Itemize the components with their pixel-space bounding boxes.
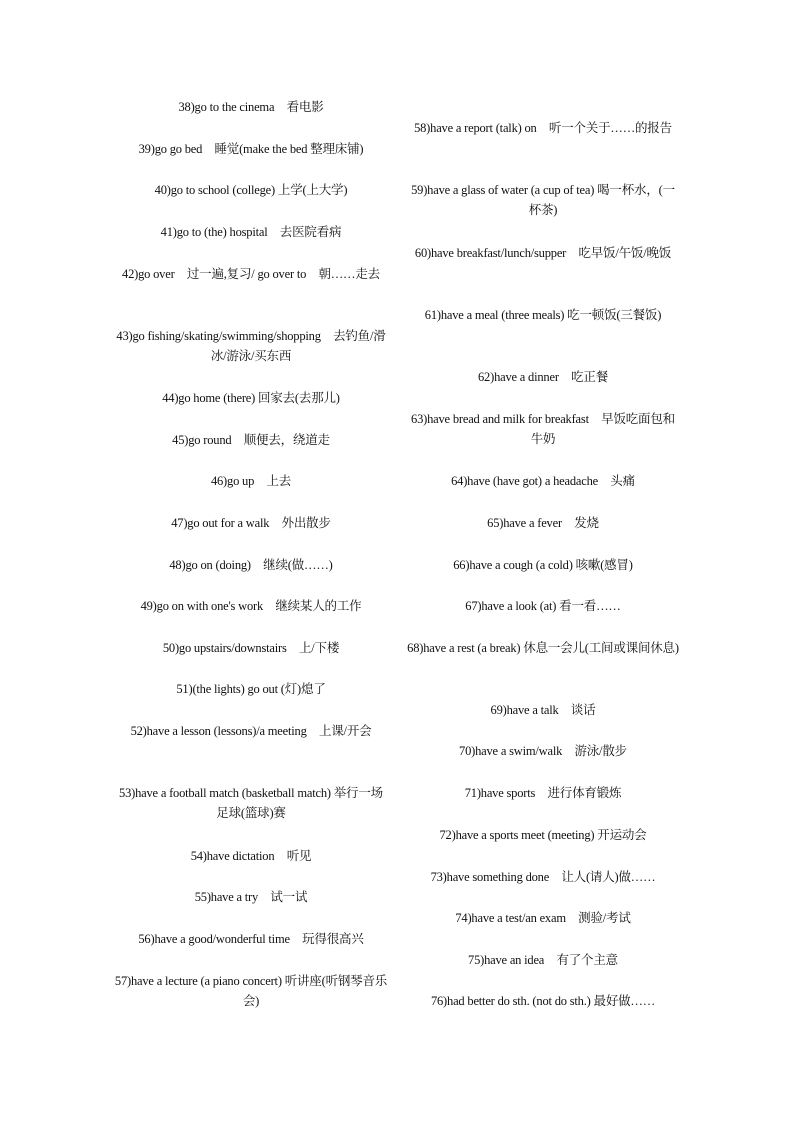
phrase-entry: 74)have a test/an exam 测验/考试 bbox=[455, 911, 631, 925]
phrase-entry: 58)have a report (talk) on 听一个关于……的报告 bbox=[414, 121, 672, 135]
phrase-entry: 41)go to (the) hospital 去医院看病 bbox=[160, 225, 342, 239]
phrase-entry: 55)have a try 试一试 bbox=[194, 890, 308, 904]
phrase-entry: 45)go round 顺便去，绕道走 bbox=[172, 433, 330, 447]
phrase-entry: 64)have (have got) a headache 头痛 bbox=[451, 474, 635, 488]
phrase-entry: 60)have breakfast/lunch/supper 吃早饭/午饭/晚饭 bbox=[414, 246, 672, 260]
phrase-entry: 47)go out for a walk 外出散步 bbox=[171, 516, 331, 530]
phrase-entry: 62)have a dinner 吃正餐 bbox=[478, 370, 608, 384]
phrase-entry: 72)have a sports meet (meeting) 开运动会 bbox=[439, 828, 647, 842]
phrase-entry: 51)(the lights) go out (灯)熄了 bbox=[176, 682, 326, 696]
phrase-entry: 42)go over 过一遍,复习/ go over to 朝……走去 bbox=[122, 267, 380, 281]
phrase-entry: 66)have a cough (a cold) 咳嗽(感冒) bbox=[453, 558, 633, 572]
phrase-entry: 46)go up 上去 bbox=[210, 474, 292, 488]
phrase-entry: 43)go fishing/skating/swimming/shopping 去钓鱼/滑冰/游泳/买东西 bbox=[116, 329, 386, 363]
phrase-entry: 71)have sports 进行体育锻炼 bbox=[464, 786, 622, 800]
phrase-entry: 53)have a football match (basketball match) 举行一场足球(篮球)赛 bbox=[119, 786, 383, 820]
phrase-entry: 65)have a fever 发烧 bbox=[487, 516, 599, 530]
phrase-entry: 54)have dictation 听见 bbox=[190, 849, 312, 863]
phrase-entry: 61)have a meal (three meals) 吃一顿饭(三餐饭) bbox=[424, 308, 662, 322]
phrase-entry: 76)had better do sth. (not do sth.) 最好做…… bbox=[430, 994, 656, 1008]
phrase-entry: 44)go home (there) 回家去(去那儿) bbox=[162, 391, 340, 405]
phrase-entry: 38)go to the cinema 看电影 bbox=[178, 100, 324, 114]
phrase-entry: 56)have a good/wonderful time 玩得很高兴 bbox=[138, 932, 364, 946]
phrase-entry: 73)have something done 让人(请人)做…… bbox=[430, 870, 656, 884]
phrase-entry: 50)go upstairs/downstairs 上/下楼 bbox=[162, 641, 340, 655]
phrase-entry: 49)go on with one's work 继续某人的工作 bbox=[140, 599, 362, 613]
phrase-entry: 69)have a talk 谈话 bbox=[490, 703, 596, 717]
phrase-entry: 48)go on (doing) 继续(做……) bbox=[169, 558, 333, 572]
phrase-entry: 59)have a glass of water (a cup of tea) 喝一杯水，(一杯茶) bbox=[411, 183, 675, 217]
phrase-entry: 67)have a look (at) 看一看…… bbox=[465, 599, 621, 613]
phrase-entry: 39)go go bed 睡觉(make the bed 整理床铺) bbox=[138, 142, 364, 156]
phrase-entry: 63)have bread and milk for breakfast 早饭吃面包和牛奶 bbox=[411, 412, 675, 446]
phrase-entry: 75)have an idea 有了个主意 bbox=[468, 953, 618, 967]
phrase-entry: 40)go to school (college) 上学(上大学) bbox=[154, 183, 348, 197]
phrase-entry: 52)have a lesson (lessons)/a meeting 上课/开会 bbox=[130, 724, 372, 738]
phrase-entry: 70)have a swim/walk 游泳/散步 bbox=[459, 744, 627, 758]
phrase-entry: 68)have a rest (a break) 休息一会儿(工间或课间休息) bbox=[407, 641, 679, 655]
phrase-entry: 57)have a lecture (a piano concert) 听讲座(听钢琴音乐会) bbox=[114, 974, 388, 1008]
